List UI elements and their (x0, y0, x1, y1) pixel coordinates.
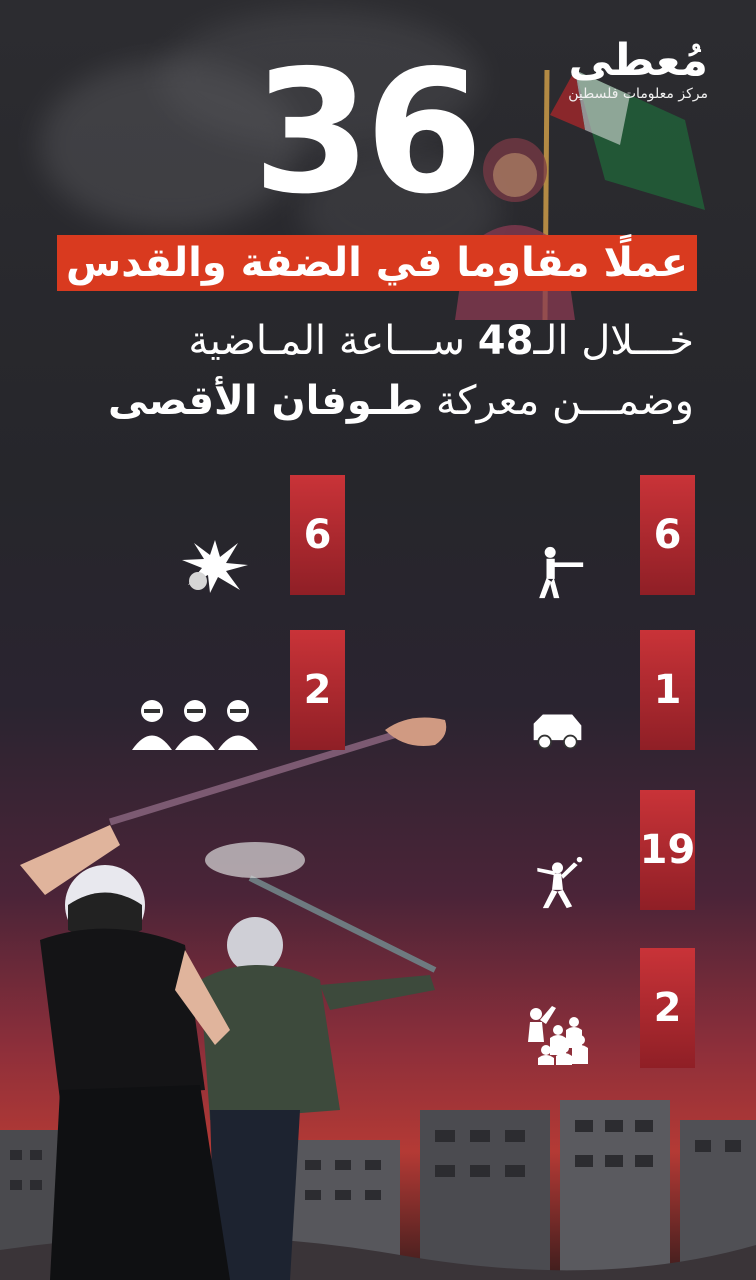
stat-value: 1 (640, 630, 695, 750)
subtitle-line-1-suffix: ســـاعة المـاضية (188, 318, 478, 364)
subtitle-line-2 (108, 378, 694, 424)
stone-throwers-image (0, 700, 460, 1280)
stat-value: 2 (640, 948, 695, 1068)
hours-number: 48 (477, 318, 534, 364)
subtitle-line-1 (188, 318, 694, 364)
demonstration-icon (522, 1000, 592, 1065)
operation-name: طـوفان الأقصى (107, 378, 424, 424)
subtitle-line-1-prefix: خـــلال الـ (533, 318, 694, 364)
stat-value: 6 (290, 475, 345, 595)
explosion-icon (180, 535, 250, 595)
total-count: 36 (252, 34, 478, 232)
brand-logo (568, 35, 708, 102)
subtitle-line-2-prefix: وضمـــن معركة (423, 378, 694, 424)
brand-logo-subtitle: مركز معلومات فلسطين (568, 86, 708, 102)
stone-thrower-icon (530, 855, 585, 910)
brand-logo-text: مُعطى (568, 35, 708, 86)
military-vehicle-icon (530, 712, 585, 750)
stat-value: 19 (640, 790, 695, 910)
stat-value: 2 (290, 630, 345, 750)
settlers-icon (130, 695, 260, 750)
stat-value: 6 (640, 475, 695, 595)
shooter-icon (530, 545, 585, 600)
headline-banner: عملًا مقاوما في الضفة والقدس (57, 235, 697, 291)
